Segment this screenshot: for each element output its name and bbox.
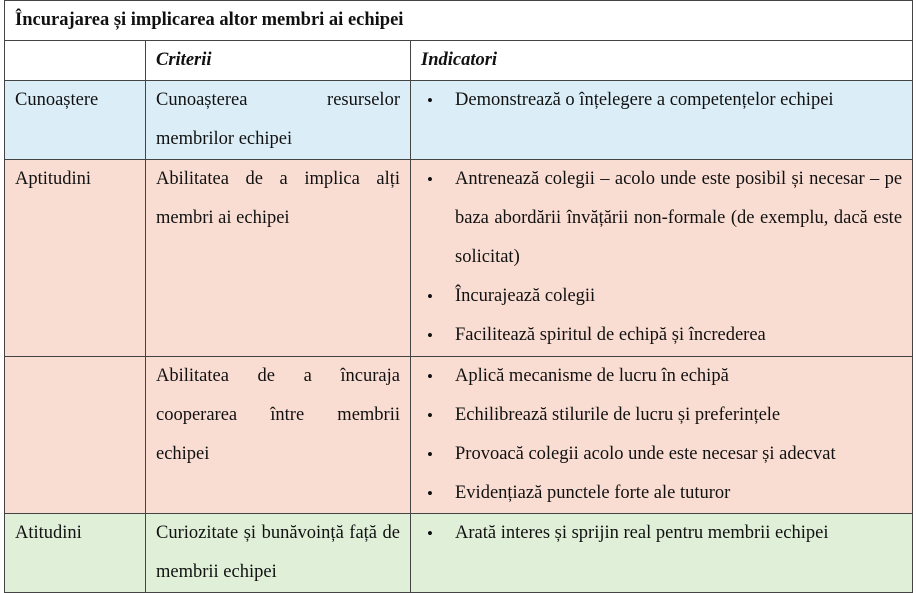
row-indicators [411, 357, 913, 514]
header-category [5, 41, 146, 81]
row-category: Atitudini [5, 514, 146, 593]
row-category: Cunoaștere [5, 81, 146, 160]
indicator-item: • Facilitează spiritul de echipă și încrederea [421, 316, 902, 355]
header-criteria: Criterii [146, 41, 411, 81]
indicator-item: • Demonstrează o înțelegere a competențelor echipei [421, 81, 902, 120]
row-category: Aptitudini [5, 160, 146, 357]
row-indicators [411, 160, 913, 357]
header-indicators: Indicatori [411, 41, 913, 81]
indicator-item: • Arată interes și sprijin real pentru membrii echipei [421, 514, 902, 553]
row-criteria: Curiozitate și bunăvoință față de membrii echipei [146, 514, 411, 593]
table-row [5, 357, 913, 514]
indicator-item: • Evidențiază punctele forte ale tuturor [421, 474, 902, 513]
table-title: Încurajarea și implicarea altor membri ai echipei [5, 1, 913, 41]
indicator-item: • Provoacă colegii acolo unde este necesar și adecvat [421, 435, 902, 474]
indicator-item: • Echilibrează stilurile de lucru și preferințele [421, 396, 902, 435]
row-criteria: Abilitatea de a implica alți membri ai echipei [146, 160, 411, 357]
competency-table [4, 0, 913, 593]
row-indicators [411, 514, 913, 593]
table-row [5, 514, 913, 593]
indicator-item: • Aplică mecanisme de lucru în echipă [421, 357, 902, 396]
row-criteria: Abilitatea de a încuraja cooperarea între membrii echipei [146, 357, 411, 514]
table-row [5, 160, 913, 357]
indicator-item: • Încurajează colegii [421, 277, 902, 316]
row-indicators [411, 81, 913, 160]
row-category [5, 357, 146, 514]
table-row [5, 81, 913, 160]
row-criteria: Cunoașterea resurselor membrilor echipei [146, 81, 411, 160]
indicator-item: • Antrenează colegii – acolo unde este posibil și necesar – pe baza abordării învățării non-formale (de exemplu, dacă este solicitat) [421, 160, 902, 277]
